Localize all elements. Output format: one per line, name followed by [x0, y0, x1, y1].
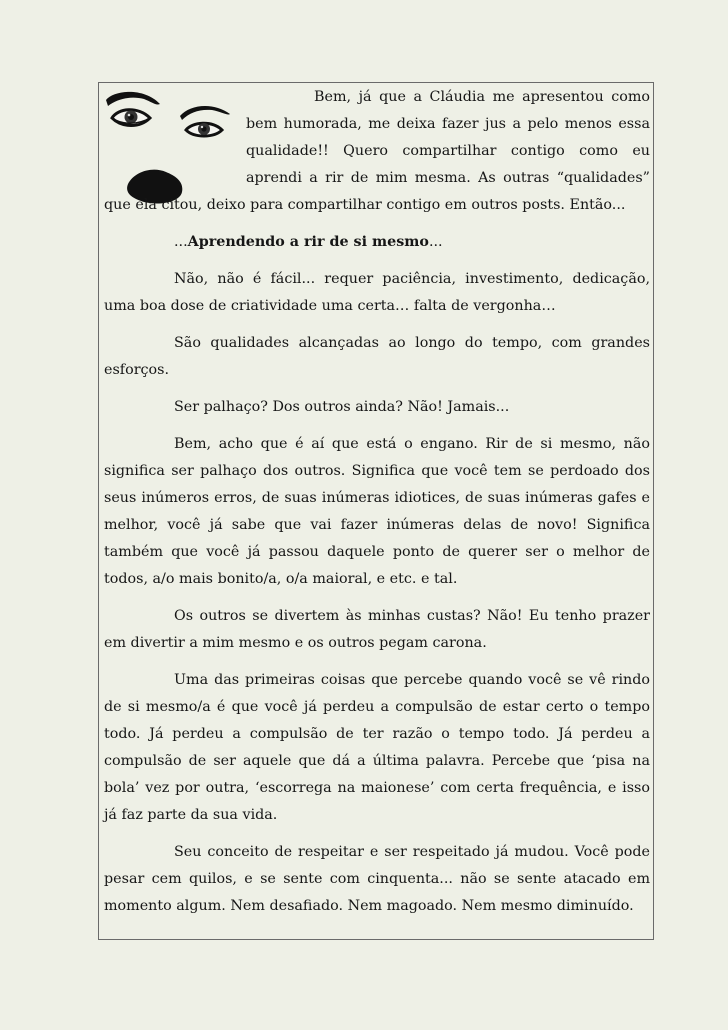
paragraph: Ser palhaço? Dos outros ainda? Não! Jamais... — [174, 399, 510, 415]
paragraph: Seu conceito de respeitar e ser respeitado já mudou. Você pode pesar cem quilos, e se sente com cinquenta... não se sente atacado em momento algum. Nem desafiado. Nem magoado. Nem mesmo diminuído. — [104, 844, 650, 914]
paragraph: São qualidades alcançadas ao longo do tempo, com grandes esforços. — [104, 335, 650, 378]
article-body — [104, 84, 650, 920]
intro-paragraph — [104, 84, 650, 219]
paragraph: Não, não é fácil... requer paciência, investimento, dedicação, uma boa dose de criatividade uma certa… falta de vergonha… — [104, 271, 650, 314]
paragraph: Os outros se divertem às minhas custas? Não! Eu tenho prazer em divertir a mim mesmo e os outros pegam carona. — [104, 608, 650, 651]
intro-text: Bem, já que a Cláudia me apresentou como bem humorada, me deixa fazer jus a pelo menos essa qualidade!! Quero compartilhar contigo como eu aprendi a rir de mim mesma. As outras “qualidades” que ela citou, deixo para compartilhar contigo em outros posts. Então... — [104, 89, 650, 213]
paragraph: Uma das primeiras coisas que percebe quando você se vê rindo de si mesmo/a é que você já perdeu a compulsão de estar certo o tempo todo. Já perdeu a compulsão de ter razão o tempo todo. Já perdeu a compulsão de ser aquele que dá a última palavra. Percebe que ‘pisa na bola’ vez por outra, ‘escorrega na maionese’ com certa frequência, e isso já faz parte da sua vida. — [104, 672, 650, 823]
paragraph: Bem, acho que é aí que está o engano. Rir de si mesmo, não significa ser palhaço dos outros. Significa que você tem se perdoado dos seus inúmeros erros, de suas inúmeras idiotices, de suas inúmeras gafes e melhor, você já sabe que vai fazer inúmeras delas de novo! Significa também que você já passou daquele ponto de querer ser o melhor de todos, a/o mais bonito/a, o/a maioral, e etc. e tal. — [104, 436, 650, 587]
heading-bold-text: Aprendendo a rir de si mesmo — [187, 234, 429, 250]
article-heading: ...Aprendendo a rir de si mesmo... — [174, 234, 443, 250]
